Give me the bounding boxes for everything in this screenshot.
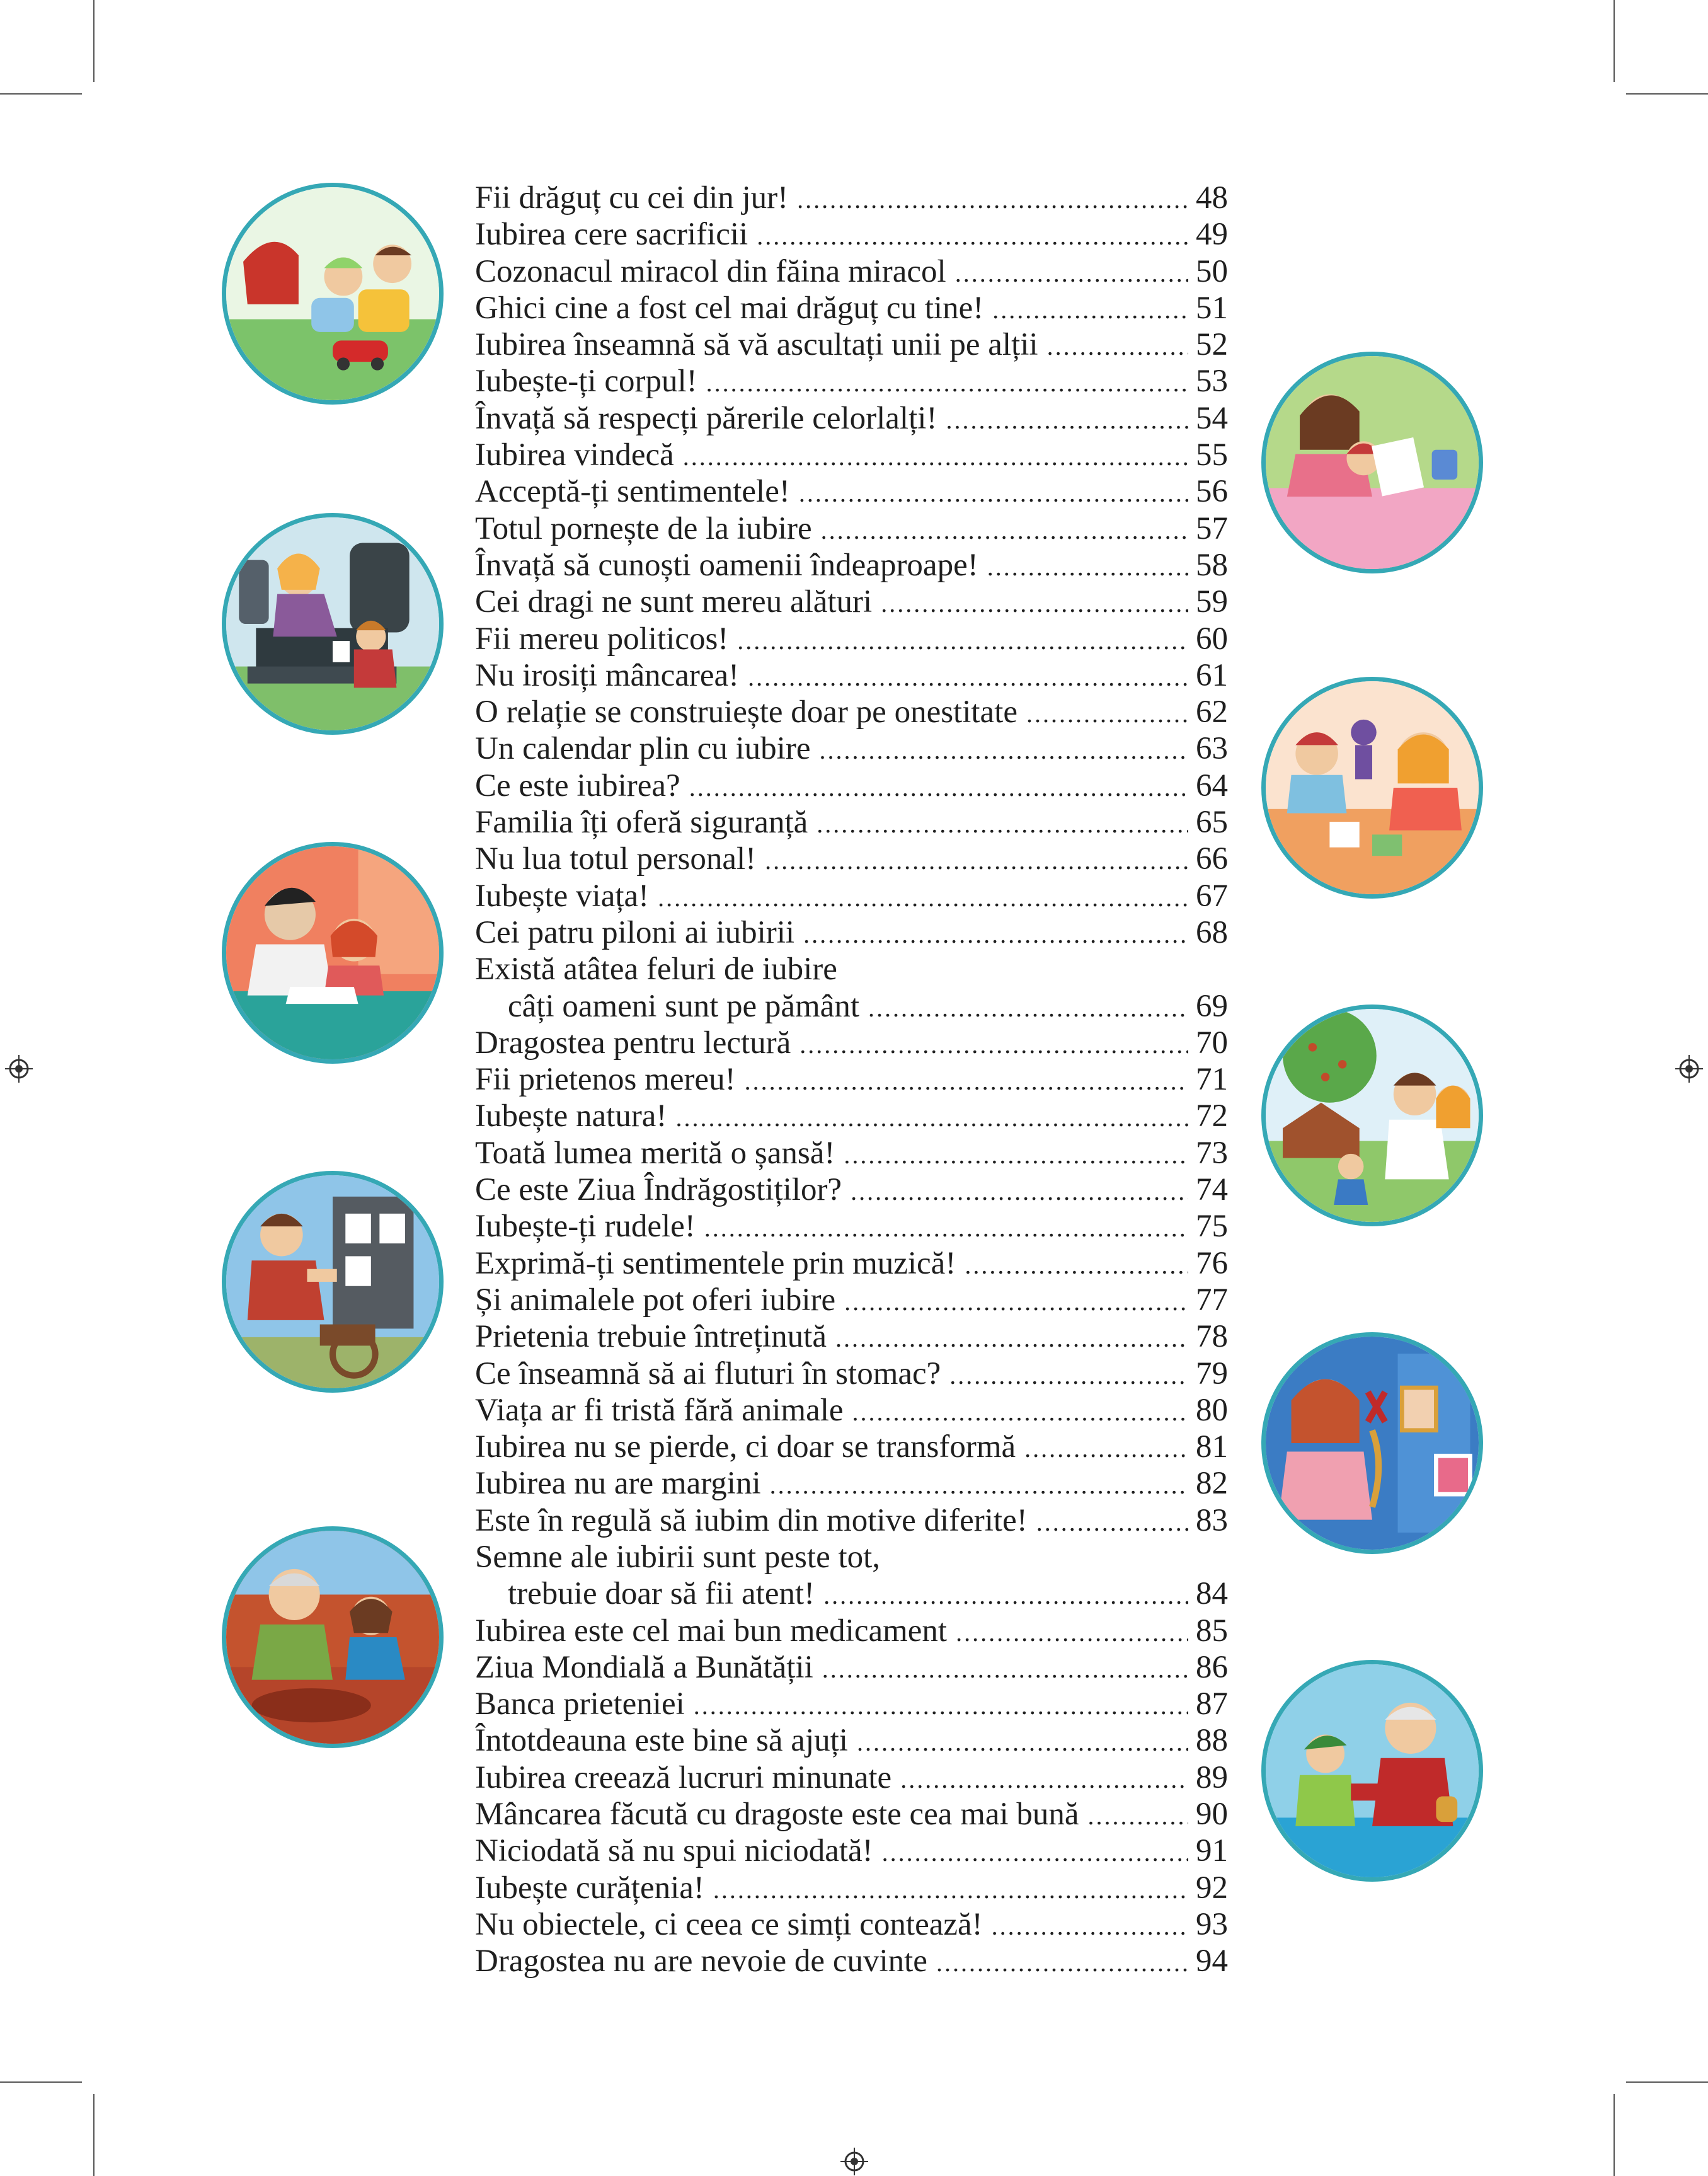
toc-dot-leader <box>658 880 1188 916</box>
toc-entry-page-number: 50 <box>1196 253 1228 289</box>
toc-dot-leader <box>797 181 1188 218</box>
toc-dot-leader <box>713 1872 1188 1908</box>
toc-dot-leader <box>821 512 1188 549</box>
toc-entry <box>475 1208 1228 1245</box>
toc-dot-leader <box>689 769 1188 806</box>
toc-dot-leader <box>955 255 1188 292</box>
toc-entry-page-number: 94 <box>1196 1943 1228 1979</box>
crop-mark <box>1626 93 1708 95</box>
toc-entry-page-number: 63 <box>1196 731 1228 767</box>
toc-entry <box>475 1135 1228 1171</box>
toc-dot-leader <box>900 1761 1188 1798</box>
toc-entry <box>475 253 1228 290</box>
toc-entry-page-number: 62 <box>1196 694 1228 730</box>
toc-entry-title: Semne ale iubirii sunt peste tot, <box>475 1539 881 1575</box>
toc-entry-title: Învață să cunoști oamenii îndeaproape! <box>475 547 978 583</box>
toc-entry-page-number: 56 <box>1196 474 1228 510</box>
toc-entry-page-number: 85 <box>1196 1613 1228 1649</box>
toc-entry-title: Familia îți oferă siguranță <box>475 805 808 841</box>
toc-entry-page-number: 51 <box>1196 290 1228 326</box>
crop-mark <box>93 2094 95 2176</box>
toc-entry-title: trebuie doar să fii atent! <box>508 1576 815 1612</box>
toc-entry-title: Ghici cine a fost cel mai drăguț cu tine! <box>475 290 984 326</box>
toc-dot-leader <box>949 1357 1188 1394</box>
toc-entry-title: câți oameni sunt pe pământ <box>508 988 859 1024</box>
toc-dot-leader <box>835 1320 1188 1357</box>
toc-dot-leader <box>956 1615 1188 1651</box>
man-hanging-posters-illustration <box>222 1171 444 1393</box>
toc-entry-title: Iubește-ți corpul! <box>475 364 697 400</box>
toc-dot-leader <box>1047 328 1188 365</box>
toc-entry-page-number: 79 <box>1196 1356 1228 1391</box>
toc-entry-title: Niciodată să nu spui niciodată! <box>475 1833 873 1869</box>
toc-entry-title: Dragostea nu are nevoie de cuvinte <box>475 1943 927 1979</box>
toc-entry-page-number: 83 <box>1196 1502 1228 1538</box>
toc-entry-title: Iubirea este cel mai bun medicament <box>475 1613 948 1649</box>
toc-entry-page-number: 90 <box>1196 1797 1228 1833</box>
crop-mark <box>1613 2094 1615 2176</box>
toc-entry <box>475 1833 1228 1869</box>
toc-entry <box>475 180 1228 216</box>
toc-entry-title: Prietenia trebuie întreținută <box>475 1319 827 1355</box>
toc-entry <box>475 326 1228 363</box>
toc-dot-leader <box>770 1467 1188 1504</box>
toc-dot-leader <box>987 549 1188 585</box>
toc-entry-title: Întotdeauna este bine să ajuți <box>475 1723 848 1759</box>
toc-entry-page-number: 82 <box>1196 1466 1228 1502</box>
toc-entry-page-number: 61 <box>1196 657 1228 693</box>
toc-entry <box>475 804 1228 841</box>
toc-entry-page-number: 89 <box>1196 1759 1228 1795</box>
toc-entry-page-number: 54 <box>1196 400 1228 436</box>
toc-entry-page-number: 74 <box>1196 1172 1228 1208</box>
toc-entry <box>475 1649 1228 1686</box>
toc-entry-title: Ziua Mondială a Bunătății <box>475 1649 813 1685</box>
toc-entry <box>475 1356 1228 1392</box>
toc-entry-page-number: 55 <box>1196 437 1228 473</box>
registration-mark-icon <box>1675 1055 1703 1083</box>
toc-dot-leader <box>1024 1431 1188 1467</box>
toc-entry-title: Iubirea nu are margini <box>475 1466 761 1502</box>
toc-entry-title: Banca prieteniei <box>475 1686 685 1722</box>
toc-dot-leader <box>992 292 1188 328</box>
toc-entry-page-number: 66 <box>1196 841 1228 877</box>
toc-entry-title: Fii drăguț cu cei din jur! <box>475 180 789 216</box>
toc-dot-leader <box>822 1651 1188 1688</box>
toc-entry <box>475 1539 1228 1575</box>
toc-entry-title: Iubirea vindecă <box>475 437 674 473</box>
toc-entry <box>475 1613 1228 1649</box>
registration-mark-icon <box>5 1055 33 1083</box>
toc-entry <box>475 1429 1228 1465</box>
toc-entry-page-number: 59 <box>1196 584 1228 620</box>
crop-mark <box>0 2081 82 2083</box>
toc-entry <box>475 1870 1228 1906</box>
toc-entry <box>475 768 1228 804</box>
toc-entry-page-number: 70 <box>1196 1025 1228 1061</box>
toc-entry <box>475 1686 1228 1722</box>
toc-entry-page-number: 72 <box>1196 1098 1228 1134</box>
family-in-orchard-illustration <box>1261 1005 1483 1226</box>
toc-dot-leader <box>757 218 1188 255</box>
toc-entry <box>475 290 1228 326</box>
toc-entry-page-number: 67 <box>1196 878 1228 914</box>
toc-entry-title: Fii mereu politicos! <box>475 621 729 657</box>
toc-entry <box>475 363 1228 400</box>
toc-entry-title: Un calendar plin cu iubire <box>475 731 811 767</box>
toc-entry-title: Ce este Ziua Îndrăgostiților? <box>475 1172 842 1208</box>
toc-dot-leader <box>857 1724 1188 1761</box>
toc-dot-leader <box>799 475 1188 512</box>
mother-and-son-at-grave-illustration <box>222 513 444 735</box>
toc-entry <box>475 694 1228 730</box>
toc-entry-title: Învață să respecți părerile celorlalți! <box>475 400 937 436</box>
toc-entry <box>475 1796 1228 1833</box>
toc-entry-title: Nu lua totul personal! <box>475 841 757 877</box>
toc-entry <box>475 1245 1228 1282</box>
toc-entry-page-number: 91 <box>1196 1833 1228 1869</box>
toc-entry <box>475 914 1228 951</box>
toc-entry-title: Cei dragi ne sunt mereu alături <box>475 584 873 620</box>
crop-mark <box>93 0 95 82</box>
toc-dot-leader <box>936 1945 1188 1981</box>
toc-entry-title: Totul pornește de la iubire <box>475 510 812 546</box>
toc-dot-leader <box>706 365 1188 401</box>
toc-entry-title: Cei patru piloni ai iubirii <box>475 914 795 950</box>
toc-dot-leader <box>800 1027 1188 1063</box>
toc-dot-leader <box>851 1173 1188 1210</box>
toc-entry <box>475 473 1228 510</box>
toc-entry-title: Mâncarea făcută cu dragoste este cea mai bună <box>475 1797 1079 1833</box>
toc-entry-title: Ce este iubirea? <box>475 768 680 803</box>
toc-entry-page-number: 80 <box>1196 1392 1228 1428</box>
children-playing-with-toys-illustration <box>1261 677 1483 899</box>
children-playing-with-toy-car-illustration <box>222 183 444 405</box>
toc-entry <box>475 584 1228 620</box>
toc-entry-page-number: 86 <box>1196 1649 1228 1685</box>
toc-entry <box>475 1318 1228 1355</box>
toc-dot-leader <box>1088 1798 1188 1834</box>
toc-entry <box>475 1282 1228 1318</box>
toc-dot-leader <box>675 1100 1188 1136</box>
table-of-contents <box>475 180 1228 1980</box>
toc-entry-title: O relație se construiește doar pe onestitate <box>475 694 1017 730</box>
toc-entry-page-number: 87 <box>1196 1686 1228 1722</box>
toc-entry-page-number: 76 <box>1196 1245 1228 1281</box>
toc-entry-title: Acceptă-ți sentimentele! <box>475 474 790 510</box>
toc-entry <box>475 1722 1228 1759</box>
toc-dot-leader <box>1026 696 1188 732</box>
toc-dot-leader <box>965 1247 1188 1284</box>
toc-entry <box>475 951 1228 987</box>
toc-dot-leader <box>803 916 1188 953</box>
toc-entry-title: Fii prietenos mereu! <box>475 1062 736 1098</box>
toc-entry <box>475 216 1228 253</box>
toc-dot-leader <box>745 1063 1188 1100</box>
toc-entry-title: Toată lumea merită o șansă! <box>475 1135 835 1171</box>
toc-entry-page-number: 77 <box>1196 1282 1228 1318</box>
toc-entry <box>475 1943 1228 1979</box>
toc-entry <box>475 878 1228 914</box>
toc-entry <box>475 1025 1228 1061</box>
toc-entry-page-number: 93 <box>1196 1906 1228 1942</box>
toc-dot-leader <box>704 1210 1188 1246</box>
crop-mark <box>1613 0 1615 82</box>
toc-entry-title: Iubește curățenia! <box>475 1870 704 1906</box>
toc-entry-title: Ce înseamnă să ai fluturi în stomac? <box>475 1356 941 1391</box>
toc-entry <box>475 1906 1228 1943</box>
toc-entry-title: Nu obiectele, ci ceea ce simți contează! <box>475 1906 983 1942</box>
toc-entry-page-number: 71 <box>1196 1062 1228 1098</box>
toc-entry <box>475 437 1228 473</box>
toc-entry <box>475 1061 1228 1098</box>
toc-entry-title: Viața ar fi tristă fără animale <box>475 1392 844 1428</box>
toc-entry-title: Iubirea înseamnă să vă ascultați unii pe alții <box>475 327 1038 363</box>
boy-giving-gift-to-grandfather-illustration <box>1261 1660 1483 1882</box>
toc-entry-page-number: 64 <box>1196 768 1228 803</box>
toc-entry <box>475 730 1228 767</box>
toc-entry-title: Iubirea creează lucruri minunate <box>475 1759 892 1795</box>
toc-dot-leader <box>737 623 1188 659</box>
toc-entry <box>475 547 1228 584</box>
toc-entry-page-number: 48 <box>1196 180 1228 216</box>
toc-entry-page-number: 73 <box>1196 1135 1228 1171</box>
toc-entry-title: Iubirea nu se pierde, ci doar se transformă <box>475 1429 1016 1465</box>
toc-entry-page-number: 65 <box>1196 805 1228 841</box>
crop-mark <box>1626 2081 1708 2083</box>
toc-entry-page-number: 53 <box>1196 364 1228 400</box>
crop-mark <box>0 93 82 95</box>
toc-entry <box>475 400 1228 437</box>
toc-entry-title: Și animalele pot oferi iubire <box>475 1282 836 1318</box>
toc-entry-page-number: 88 <box>1196 1723 1228 1759</box>
toc-entry-page-number: 92 <box>1196 1870 1228 1906</box>
toc-dot-leader <box>992 1908 1188 1945</box>
toc-entry <box>475 1759 1228 1796</box>
toc-entry <box>475 621 1228 657</box>
girl-holding-scissors-illustration <box>1261 1332 1483 1554</box>
toc-entry <box>475 1575 1228 1612</box>
toc-entry <box>475 1098 1228 1134</box>
toc-entry-page-number: 49 <box>1196 217 1228 253</box>
toc-entry-page-number: 58 <box>1196 547 1228 583</box>
toc-entry <box>475 988 1228 1025</box>
toc-entry <box>475 510 1228 547</box>
toc-dot-leader <box>765 843 1188 879</box>
toc-entry-page-number: 68 <box>1196 914 1228 950</box>
toc-dot-leader <box>748 659 1188 696</box>
toc-dot-leader <box>844 1284 1188 1320</box>
toc-entry-page-number: 69 <box>1196 988 1228 1024</box>
toc-entry <box>475 1502 1228 1539</box>
toc-entry-title: Iubește-ți rudele! <box>475 1209 696 1245</box>
toc-entry-title: Exprimă-ți sentimentele prin muzică! <box>475 1245 956 1281</box>
toc-dot-leader <box>819 732 1188 769</box>
toc-dot-leader <box>694 1688 1188 1724</box>
toc-dot-leader <box>1036 1504 1188 1541</box>
toc-dot-leader <box>852 1394 1188 1431</box>
toc-entry-page-number: 57 <box>1196 510 1228 546</box>
toc-entry-page-number: 84 <box>1196 1576 1228 1612</box>
toc-entry-title: Nu irosiți mâncarea! <box>475 657 740 693</box>
woman-reading-to-child-illustration <box>1261 352 1483 573</box>
toc-entry <box>475 1465 1228 1502</box>
grandfather-and-girl-gardening-illustration <box>222 1526 444 1748</box>
toc-entry-title: Iubește viața! <box>475 878 650 914</box>
toc-entry <box>475 657 1228 694</box>
toc-entry <box>475 841 1228 877</box>
toc-entry-page-number: 78 <box>1196 1319 1228 1355</box>
toc-entry-title: Este în regulă să iubim din motive diferite! <box>475 1502 1028 1538</box>
toc-entry-page-number: 75 <box>1196 1209 1228 1245</box>
toc-dot-leader <box>844 1137 1188 1173</box>
toc-dot-leader <box>683 439 1188 475</box>
toc-entry <box>475 1171 1228 1208</box>
toc-dot-leader <box>823 1577 1188 1614</box>
toc-entry-title: Iubirea cere sacrificii <box>475 217 748 253</box>
father-and-daughter-reading-illustration <box>222 842 444 1064</box>
toc-entry-title: Cozonacul miracol din făina miracol <box>475 253 946 289</box>
toc-entry <box>475 1392 1228 1429</box>
registration-mark-icon <box>840 2148 868 2175</box>
toc-dot-leader <box>882 1834 1188 1871</box>
toc-dot-leader <box>946 402 1188 439</box>
toc-entry-page-number: 81 <box>1196 1429 1228 1465</box>
toc-entry-title: Iubește natura! <box>475 1098 667 1134</box>
toc-entry-page-number: 52 <box>1196 327 1228 363</box>
toc-dot-leader <box>868 990 1188 1027</box>
toc-dot-leader <box>817 806 1188 843</box>
toc-dot-leader <box>881 585 1188 622</box>
toc-entry-page-number: 60 <box>1196 621 1228 657</box>
toc-entry-title: Dragostea pentru lectură <box>475 1025 791 1061</box>
toc-entry-title: Există atâtea feluri de iubire <box>475 952 837 987</box>
